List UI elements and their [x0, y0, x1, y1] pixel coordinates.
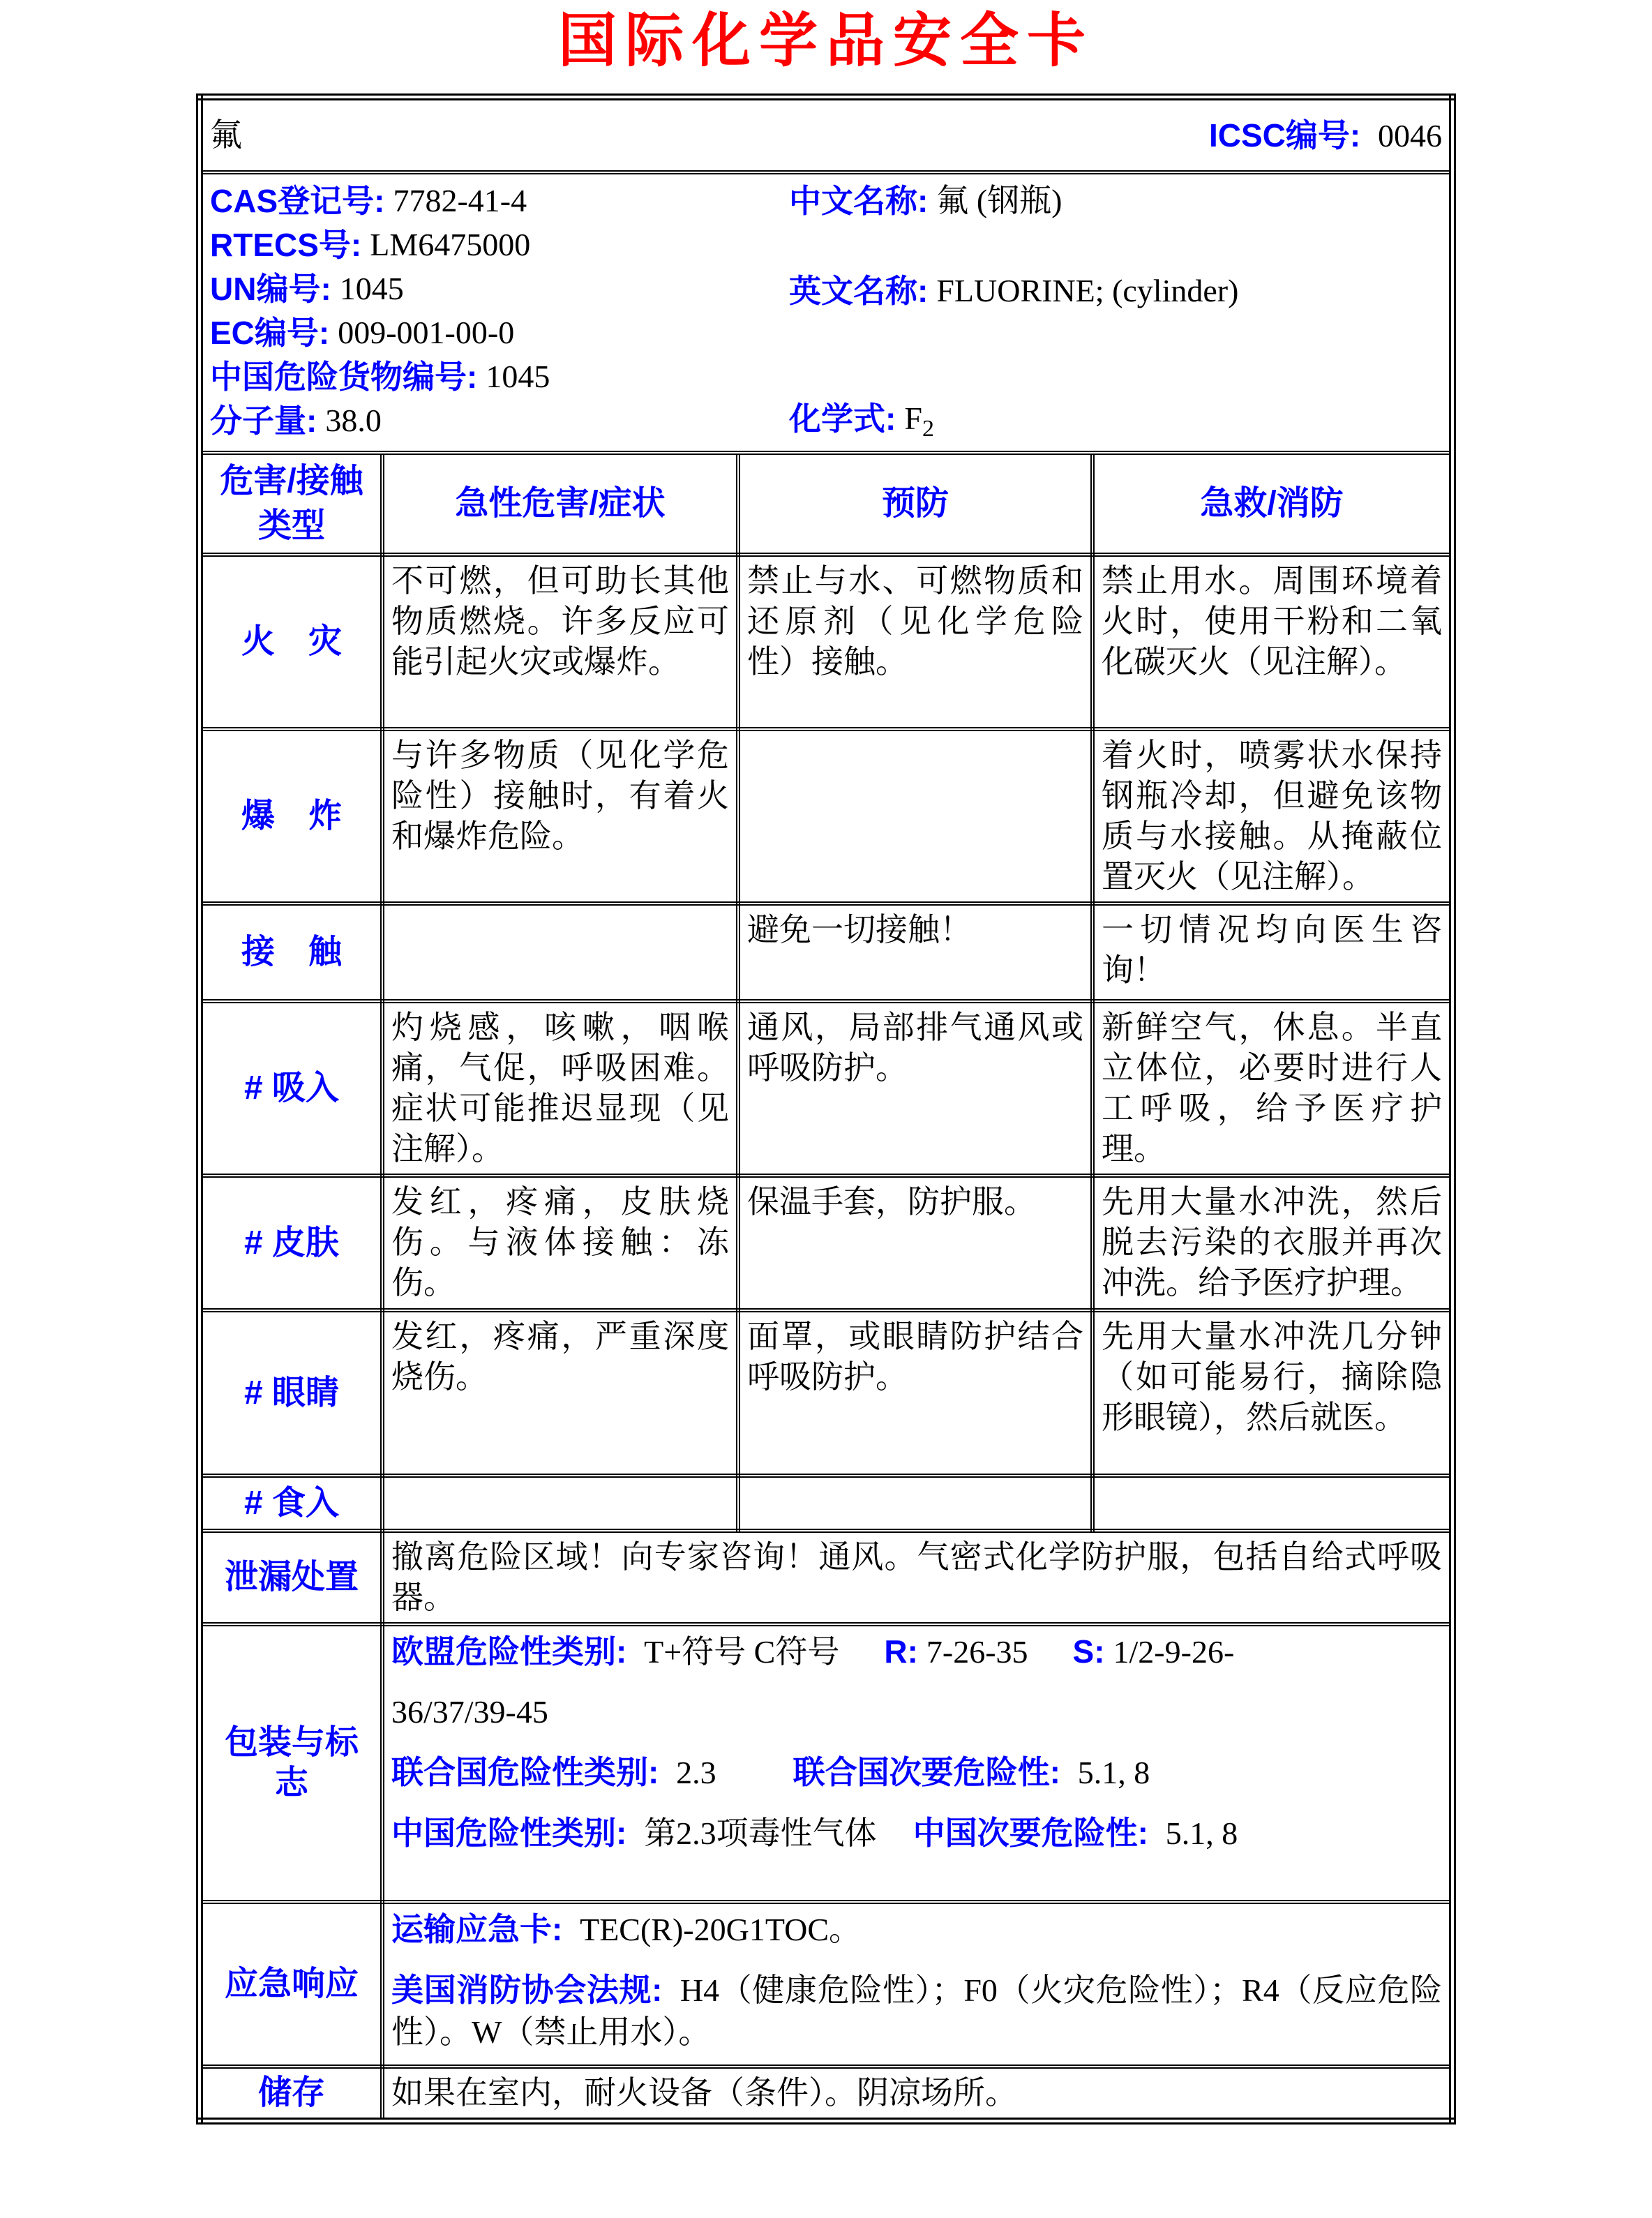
icsc-label: ICSC编号:	[1209, 117, 1369, 153]
cas-value: 7782-41-4	[393, 182, 527, 218]
table-row-inhalation	[200, 1001, 1452, 1176]
r-phrases-label: R:	[884, 1633, 918, 1670]
header-hazard-type-line2: 类型	[257, 507, 325, 545]
category-packaging: 包装与标志	[200, 1624, 382, 1902]
exposure-symptoms	[382, 904, 738, 1001]
ec-value: 009-001-00-0	[338, 314, 515, 350]
chinese-name-label: 中文名称:	[789, 182, 929, 219]
un-number-line	[210, 267, 789, 310]
formula-line	[789, 396, 1442, 440]
eyes-prevention: 面罩，或眼睛防护结合呼吸防护。	[738, 1310, 1092, 1476]
r-phrases-value: 7-26-35	[926, 1634, 1028, 1670]
ec-label: EC编号:	[210, 314, 330, 351]
formula-base: F	[904, 400, 922, 436]
category-inhalation: # 吸入	[200, 1001, 382, 1176]
skin-response: 先用大量水冲洗，然后脱去污染的衣服并再次冲洗。给予医疗护理。	[1092, 1176, 1452, 1310]
category-eyes: # 眼睛	[200, 1310, 382, 1476]
identifiers-left-column	[210, 179, 789, 442]
explosion-prevention	[738, 729, 1092, 904]
header-hazard-type-line1: 危害/接触	[220, 463, 363, 500]
english-name-label: 英文名称:	[789, 272, 929, 309]
substance-name: 氟	[210, 117, 242, 153]
cn-subrisk-label: 中国次要危险性:	[913, 1815, 1157, 1852]
table-row-eyes	[200, 1310, 1452, 1476]
category-emergency: 应急响应	[200, 1902, 382, 2067]
header-symptoms: 急性危害/症状	[382, 453, 738, 555]
un-class-value: 2.3	[676, 1755, 716, 1791]
china-dg-value: 1045	[486, 358, 550, 394]
packaging-cell	[382, 1624, 1452, 1902]
category-explosion: 爆 炸	[200, 729, 382, 904]
category-spillage: 泄漏处置	[200, 1531, 382, 1624]
transport-card-line	[391, 1908, 1442, 1951]
eu-class-label: 欧盟危险性类别:	[391, 1633, 636, 1670]
explosion-response: 着火时，喷雾状水保持钢瓶冷却，但避免该物质与水接触。从掩蔽位置灭火（见注解）。	[1092, 729, 1452, 904]
exposure-prevention: 避免一切接触！	[738, 904, 1092, 1001]
eu-class-value: T+符号 C符号	[644, 1634, 840, 1670]
transport-card-value: TEC(R)-20G1TOC。	[580, 1912, 862, 1948]
cas-label: CAS登记号:	[210, 182, 385, 219]
page-title: 国际化学品安全卡	[557, 9, 1094, 74]
un-label: UN编号:	[210, 270, 331, 307]
formula-label: 化学式:	[789, 400, 896, 437]
table-row-emergency	[200, 1902, 1452, 2067]
header-hazard-type	[200, 453, 382, 555]
un-subrisk-label: 联合国次要危险性:	[793, 1754, 1069, 1791]
molecular-weight-value: 38.0	[325, 402, 382, 438]
cn-subrisk-value: 5.1, 8	[1165, 1815, 1238, 1852]
table-row-storage	[200, 2067, 1452, 2121]
formula-subscript: 2	[922, 416, 934, 442]
spillage-text: 撤离危险区域！向专家咨询！通风。气密式化学防护服，包括自给式呼吸器。	[382, 1531, 1452, 1624]
category-ingestion: # 食入	[200, 1476, 382, 1531]
packaging-cn-line	[391, 1812, 1442, 1854]
table-row-explosion	[200, 729, 1452, 904]
rtecs-value: LM6475000	[370, 226, 531, 262]
card-title-row	[200, 97, 1452, 172]
inhalation-response: 新鲜空气，休息。半直立体位，必要时进行人工呼吸，给予医疗护理。	[1092, 1001, 1452, 1176]
formula-value	[904, 398, 934, 442]
nfpa-line	[391, 1969, 1442, 2053]
skin-symptoms: 发红，疼痛，皮肤烧伤。与液体接触：冻伤。	[382, 1176, 738, 1310]
s-phrases-value-1: 1/2-9-26-	[1113, 1634, 1235, 1670]
explosion-symptoms: 与许多物质（见化学危险性）接触时，有着火和爆炸危险。	[382, 729, 738, 904]
table-row-exposure	[200, 904, 1452, 1001]
chinese-name-value: 氟 (钢瓶)	[936, 182, 1062, 218]
skin-prevention: 保温手套，防护服。	[738, 1176, 1092, 1310]
transport-card-label: 运输应急卡:	[391, 1911, 572, 1948]
fire-response: 禁止用水。周围环境着火时，使用干粉和二氧化碳灭火（见注解）。	[1092, 555, 1452, 729]
inhalation-prevention: 通风，局部排气通风或呼吸防护。	[738, 1001, 1092, 1176]
packaging-s-continuation-line	[391, 1691, 1442, 1733]
ec-number-line	[210, 310, 789, 354]
packaging-un-line	[391, 1751, 1442, 1794]
fire-prevention: 禁止与水、可燃物质和还原剂（见化学危险性）接触。	[738, 555, 1092, 729]
english-name-line	[789, 269, 1442, 313]
s-phrases-label: S:	[1072, 1633, 1105, 1670]
ingestion-prevention	[738, 1476, 1092, 1531]
identifiers-right-column	[789, 179, 1442, 442]
nfpa-label: 美国消防协会法规:	[391, 1972, 672, 2009]
english-name-value: FLUORINE; (cylinder)	[936, 272, 1239, 308]
icsc-number	[1209, 115, 1442, 156]
emergency-cell	[382, 1902, 1452, 2067]
identifiers-cell	[200, 172, 1452, 453]
un-class-label: 联合国危险性类别:	[391, 1754, 668, 1791]
header-prevention: 预防	[738, 453, 1092, 555]
category-storage: 储存	[200, 2067, 382, 2121]
cn-class-value: 第2.3项毒性气体	[644, 1815, 877, 1852]
un-value: 1045	[339, 270, 404, 306]
china-dg-number-line	[210, 354, 789, 398]
rtecs-number-line	[210, 223, 789, 267]
cn-class-label: 中国危险性类别:	[391, 1815, 636, 1852]
table-row-fire	[200, 555, 1452, 729]
rtecs-label: RTECS号:	[210, 226, 362, 263]
table-row-skin	[200, 1176, 1452, 1310]
ingestion-symptoms	[382, 1476, 738, 1531]
chinese-name-line	[789, 179, 1442, 223]
header-first-aid: 急救/消防	[1092, 453, 1452, 555]
eyes-symptoms: 发红，疼痛，严重深度烧伤。	[382, 1310, 738, 1476]
cas-number-line	[210, 179, 789, 223]
identifiers-row	[200, 172, 1452, 453]
un-subrisk-value: 5.1, 8	[1077, 1755, 1150, 1791]
s-phrases-value-2: 36/37/39-45	[391, 1694, 548, 1730]
icsc-value: 0046	[1378, 117, 1442, 153]
storage-text: 如果在室内，耐火设备（条件）。阴凉场所。	[382, 2067, 1452, 2121]
china-dg-label: 中国危险货物编号:	[210, 358, 478, 395]
table-row-spillage	[200, 1531, 1452, 1624]
molecular-weight-label: 分子量:	[210, 402, 317, 439]
exposure-response: 一切情况均向医生咨询！	[1092, 904, 1452, 1001]
nfpa-value: H4（健康危险性）；F0（火灾危险性）；R4（反应危险性）。W（禁止用水）。	[391, 1972, 1442, 2051]
card-title-cell	[200, 97, 1452, 172]
molecular-weight-line	[210, 398, 789, 442]
safety-card-table	[196, 93, 1456, 2125]
category-fire: 火 灾	[200, 555, 382, 729]
ingestion-response	[1092, 1476, 1452, 1531]
eyes-response: 先用大量水冲洗几分钟（如可能易行，摘除隐形眼镜），然后就医。	[1092, 1310, 1452, 1476]
category-skin: # 皮肤	[200, 1176, 382, 1310]
table-row-packaging	[200, 1624, 1452, 1902]
table-row-ingestion	[200, 1476, 1452, 1531]
hazard-header-row	[200, 453, 1452, 555]
inhalation-symptoms: 灼烧感，咳嗽，咽喉痛，气促，呼吸困难。症状可能推迟显现（见注解）。	[382, 1001, 738, 1176]
packaging-eu-line	[391, 1631, 1442, 1673]
category-exposure: 接 触	[200, 904, 382, 1001]
fire-symptoms: 不可燃，但可助长其他物质燃烧。许多反应可能引起火灾或爆炸。	[382, 555, 738, 729]
